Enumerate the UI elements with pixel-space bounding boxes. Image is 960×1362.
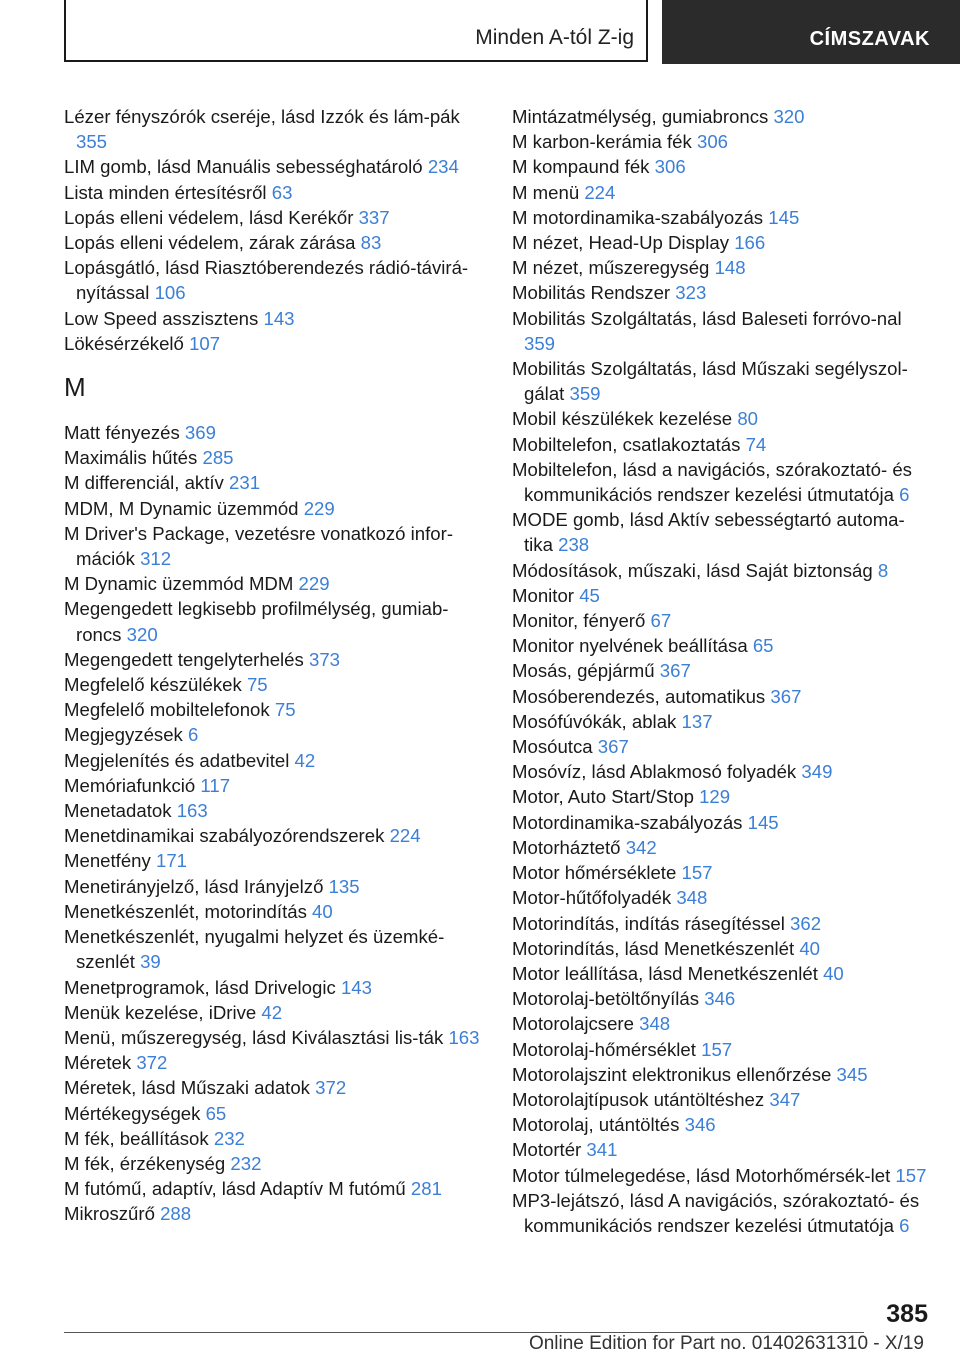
index-group-m [64,420,484,1227]
entry-term: Lopás elleni védelem, zárak zárása [64,232,356,254]
index-entry [512,230,932,255]
index-entry [512,784,932,809]
entry-page-link[interactable]: 6 [899,484,910,506]
index-entry [64,798,484,823]
entry-term: Lökésérzékelő [64,332,184,354]
entry-term: Memóriafunkció [64,774,196,796]
entry-term: Motor-hűtőfolyadék [512,887,672,909]
entry-term: Maximális hűtés [64,447,198,469]
index-entry [64,306,484,331]
index-entry [64,154,484,179]
entry-term: Mosóberendezés, automatikus [512,685,766,707]
entry-term: Méretek [64,1052,132,1074]
index-entry [64,104,484,154]
entry-page-link[interactable]: 349 [801,761,833,783]
entry-term: Mosóvíz, lásd Ablakmosó folyadék [512,761,797,783]
index-entry [512,961,932,986]
entry-term: Menü, műszeregység, lásd Kiválasztási lis-ták [64,1026,444,1048]
index-entry [64,445,484,470]
index-entry [512,885,932,910]
index-entry [512,684,932,709]
entry-term: M motordinamika-szabályozás [512,206,764,228]
header-section-box [64,0,648,62]
entry-page-link[interactable]: 362 [790,912,822,934]
section-title: Minden A-tól Z-ig [475,26,634,49]
entry-term: Motorindítás, indítás rásegítéssel [512,912,785,934]
index-entry [64,470,484,495]
entry-page-link[interactable]: 367 [597,736,629,758]
entry-page-link[interactable]: 166 [734,232,766,254]
entry-term: Méretek, lásd Műszaki adatok [64,1077,310,1099]
index-entry [512,633,932,658]
index-entry [64,773,484,798]
entry-page-link[interactable]: 347 [769,1088,801,1110]
entry-page-link[interactable]: 75 [246,674,268,696]
entry-page-link[interactable]: 224 [389,825,421,847]
entry-term: M nézet, műszeregység [512,257,710,279]
entry-term: Lista minden értesítésről [64,181,267,203]
entry-term: Mosófúvókák, ablak [512,710,677,732]
index-entry [64,230,484,255]
entry-term: M Dynamic üzemmód MDM [64,573,294,595]
entry-term: Mobilitás Rendszer [512,282,671,304]
index-entry [64,1151,484,1176]
entry-page-link[interactable]: 312 [140,548,172,570]
index-column-left [64,104,484,1227]
entry-term: Megfelelő mobiltelefonok [64,699,270,721]
index-entry [64,596,484,646]
entry-page-link[interactable]: 39 [140,951,161,973]
entry-term: Low Speed asszisztens [64,307,259,329]
entry-page-link[interactable]: 306 [654,156,686,178]
entry-term: Menük kezelése, iDrive [64,1001,257,1023]
entry-page-link[interactable]: 229 [298,573,330,595]
index-entry [64,180,484,205]
entry-page-link[interactable]: 224 [584,181,616,203]
index-entry [512,432,932,457]
entry-term: Mobiltelefon, lásd a navigációs, szórakoztató- és kommunikációs rendszer kezelési útmutatója [512,458,912,506]
entry-page-link[interactable]: 348 [676,887,708,909]
entry-page-link[interactable]: 129 [699,786,731,808]
index-entry [512,457,932,507]
entry-term: Mértékegységek [64,1102,201,1124]
index-entry [512,104,932,129]
entry-page-link[interactable]: 65 [752,635,774,657]
index-entry [512,835,932,860]
entry-page-link[interactable]: 106 [154,282,186,304]
index-entry [512,255,932,280]
entry-page-link[interactable]: 348 [639,1013,671,1035]
entry-term: Motordinamika-szabályozás [512,811,743,833]
index-entry [512,1112,932,1137]
entry-page-link[interactable]: 285 [202,447,234,469]
index-entry [64,1176,484,1201]
entry-term: Monitor nyelvének beállítása [512,635,748,657]
entry-page-link[interactable]: 229 [303,497,335,519]
entry-page-link[interactable]: 8 [877,559,889,581]
header-tab[interactable] [662,0,960,64]
entry-term: M futómű, adaptív, lásd Adaptív M futómű [64,1178,406,1200]
entry-page-link[interactable]: 355 [76,131,108,153]
index-entry [512,1163,932,1188]
index-entry [512,356,932,406]
entry-term: Mikroszűrő [64,1203,155,1225]
entry-term: Monitor, fényerő [512,610,646,632]
entry-term: Módosítások, műszaki, lásd Saját biztonság [512,559,873,581]
entry-page-link[interactable]: 238 [558,534,590,556]
entry-term: Motor, Auto Start/Stop [512,786,694,808]
entry-term: Motorolajszint elektronikus ellenőrzése [512,1063,832,1085]
entry-page-link[interactable]: 6 [899,1214,910,1236]
entry-term: Mobilitás Szolgáltatás, lásd Baleseti forróvo-nal [512,307,902,329]
index-group-l [64,104,484,356]
entry-page-link[interactable]: 145 [768,206,800,228]
index-letter-heading: M [64,372,86,403]
index-entry [512,507,932,557]
entry-page-link[interactable]: 83 [360,232,382,254]
entry-page-link[interactable]: 163 [448,1026,480,1048]
index-entry [512,1037,932,1062]
entry-page-link[interactable]: 74 [745,433,767,455]
entry-page-link[interactable]: 359 [524,332,556,354]
index-entry [64,496,484,521]
entry-page-link[interactable]: 341 [586,1139,618,1161]
entry-term: Menetkészenlét, motorindítás [64,900,307,922]
entry-page-link[interactable]: 143 [340,976,372,998]
index-entry [512,608,932,633]
entry-page-link[interactable]: 80 [737,408,758,430]
index-group-m-continued [512,104,932,1238]
index-entry [512,1137,932,1162]
entry-page-link[interactable]: 163 [176,800,208,822]
entry-page-link[interactable]: 171 [156,850,188,872]
index-entry [512,558,932,583]
entry-page-link[interactable]: 145 [747,811,779,833]
index-entry [64,1201,484,1226]
entry-page-link[interactable]: 40 [312,900,333,922]
index-entry [64,975,484,1000]
entry-page-link[interactable]: 148 [714,257,746,279]
index-column-right [512,104,932,1238]
index-entry [512,709,932,734]
entry-term: LIM gomb, lásd Manuális sebességhatároló [64,156,423,178]
entry-term: Megengedett legkisebb profilmélység, gumiab-roncs [64,598,449,645]
entry-term: Motor túlmelegedése, lásd Motorhőmérsék-let [512,1164,891,1186]
entry-page-link[interactable]: 346 [684,1114,716,1136]
entry-page-link[interactable]: 231 [229,472,261,494]
index-entry [512,810,932,835]
entry-term: Lopásgátló, lásd Riasztóberendezés rádió-távirá-nyítással [64,257,469,304]
edition-note: Online Edition for Part no. 01402631310 - X/19 [528,1333,924,1354]
entry-term: Megjegyzések [64,724,183,746]
entry-term: Motorolaj-hőmérséklet [512,1038,696,1060]
entry-page-link[interactable]: 345 [836,1063,868,1085]
entry-term: Motortér [512,1139,582,1161]
index-entry [64,899,484,924]
entry-page-link[interactable]: 143 [263,307,295,329]
entry-term: M fék, érzékenység [64,1152,226,1174]
index-entry [512,734,932,759]
entry-term: Mintázatmélység, gumiabroncs [512,106,769,127]
index-entry [512,759,932,784]
index-entry [512,860,932,885]
entry-term: Menetprogramok, lásd Drivelogic [64,976,336,998]
index-entry [64,697,484,722]
index-entry [512,583,932,608]
index-entry [512,129,932,154]
index-entry [512,911,932,936]
entry-page-link[interactable]: 135 [328,875,360,897]
index-entry [64,874,484,899]
entry-term: M fék, beállítások [64,1127,209,1149]
entry-page-link[interactable]: 320 [773,106,805,127]
entry-page-link[interactable]: 306 [696,131,729,153]
entry-page-link[interactable]: 234 [427,156,459,178]
index-entry [64,521,484,571]
index-entry [512,1087,932,1112]
entry-term: Menetdinamikai szabályozórendszerek [64,825,385,847]
entry-term: Monitor [512,584,575,606]
index-entry [512,280,932,305]
entry-page-link[interactable]: 75 [274,699,296,721]
index-entry [64,748,484,773]
header-tab-label: CÍMSZAVAK [809,28,930,50]
index-entry [64,924,484,974]
entry-page-link[interactable]: 342 [625,836,657,858]
entry-page-link[interactable]: 157 [681,862,713,884]
entry-page-link[interactable]: 373 [309,648,341,670]
entry-term: MODE gomb, lásd Aktív sebességtartó automa-tika [512,509,905,556]
entry-term: Mosás, gépjármű [512,660,655,682]
index-entry [64,1075,484,1100]
index-entry [64,331,484,356]
index-entry [64,420,484,445]
index-entry [64,571,484,596]
index-entry [512,406,932,431]
index-entry [64,1101,484,1126]
index-entry [64,1126,484,1151]
page-header [64,0,960,64]
entry-page-link[interactable]: 367 [659,660,691,682]
index-entry [512,936,932,961]
entry-page-link[interactable]: 40 [823,962,844,984]
index-entry [64,255,484,305]
entry-term: Motorolaj-betöltőnyílás [512,988,700,1010]
entry-page-link[interactable]: 367 [770,685,802,707]
entry-page-link[interactable]: 359 [569,383,601,405]
index-entry [512,154,932,179]
entry-page-link[interactable]: 137 [681,710,713,732]
page-number: 385 [886,1300,928,1328]
entry-term: Mobil készülékek kezelése [512,408,733,430]
entry-term: M Driver's Package, vezetésre vonatkozó infor-mációk [64,522,454,570]
entry-term: Menetfény [64,850,151,872]
entry-term: Mobilitás Szolgáltatás, lásd Műszaki segélyszol-gálat [512,358,908,405]
entry-term: M nézet, Head-Up Display [512,232,730,254]
entry-term: Megfelelő készülékek [64,674,242,696]
index-entry [512,306,932,356]
entry-page-link[interactable]: 65 [205,1102,227,1124]
index-entry [512,180,932,205]
index-entry [512,205,932,230]
entry-page-link[interactable]: 323 [675,282,707,304]
entry-page-link[interactable]: 288 [160,1203,192,1225]
entry-page-link[interactable]: 372 [315,1077,347,1099]
entry-term: Lopás elleni védelem, lásd Kerékőr [64,206,354,228]
index-entry [64,722,484,747]
entry-page-link[interactable]: 320 [126,623,158,645]
index-entry [64,848,484,873]
index-entry [64,647,484,672]
index-entry [64,672,484,697]
entry-term: Menetkészenlét, nyugalmi helyzet és üzemké-szenlét [64,926,445,973]
entry-term: Mosóutca [512,736,593,758]
entry-term: Matt fényezés [64,422,180,444]
entry-page-link[interactable]: 6 [188,724,199,746]
entry-term: Motorindítás, lásd Menetkészenlét [512,937,795,959]
entry-page-link[interactable]: 45 [579,584,600,606]
entry-page-link[interactable]: 40 [799,937,821,959]
entry-term: Motorháztető [512,836,621,858]
entry-term: Menetadatok [64,800,172,822]
entry-page-link[interactable]: 63 [271,181,293,203]
entry-page-link[interactable]: 232 [230,1152,262,1174]
entry-term: M karbon-kerámia fék [512,131,692,153]
entry-term: MP3-lejátszó, lásd A navigációs, szórakoztató- és kommunikációs rendszer kezelési útmutatója [512,1189,920,1236]
entry-page-link[interactable]: 281 [410,1178,442,1200]
index-entry [64,1050,484,1075]
entry-term: Motor leállítása, lásd Menetkészenlét [512,962,818,984]
index-entry [64,823,484,848]
index-entry [512,986,932,1011]
entry-term: Megengedett tengelyterhelés [64,648,304,670]
entry-page-link[interactable]: 157 [701,1038,733,1060]
index-entry [64,205,484,230]
entry-term: M kompaund fék [512,156,650,178]
entry-page-link[interactable]: 372 [136,1052,168,1074]
entry-page-link[interactable]: 117 [200,774,231,796]
entry-page-link[interactable]: 42 [261,1001,283,1023]
entry-term: Mobiltelefon, csatlakoztatás [512,433,741,455]
entry-term: M differenciál, aktív [64,472,224,494]
entry-page-link[interactable]: 42 [294,749,316,771]
entry-term: Motorolaj, utántöltés [512,1114,680,1136]
entry-term: Menetirányjelző, lásd Irányjelző [64,875,324,897]
entry-term: MDM, M Dynamic üzemmód [64,497,299,519]
entry-term: Motor hőmérséklete [512,862,677,884]
index-entry [512,658,932,683]
entry-term: Megjelenítés és adatbevitel [64,749,290,771]
entry-page-link[interactable]: 107 [189,332,221,354]
entry-page-link[interactable]: 337 [358,206,390,228]
entry-term: Lézer fényszórók cseréje, lásd Izzók és lám-pák [64,106,460,127]
entry-page-link[interactable]: 157 [895,1164,927,1186]
entry-page-link[interactable]: 369 [184,422,216,444]
entry-term: Motorolajcsere [512,1013,634,1035]
entry-term: Motorolajtípusok utántöltéshez [512,1088,765,1110]
entry-page-link[interactable]: 232 [213,1127,245,1149]
entry-term: M menü [512,181,580,203]
index-entry [64,1000,484,1025]
index-entry [512,1011,932,1036]
entry-page-link[interactable]: 67 [650,610,672,632]
index-entry [512,1062,932,1087]
index-entry [64,1025,484,1050]
entry-page-link[interactable]: 346 [704,988,736,1010]
index-entry [512,1188,932,1238]
